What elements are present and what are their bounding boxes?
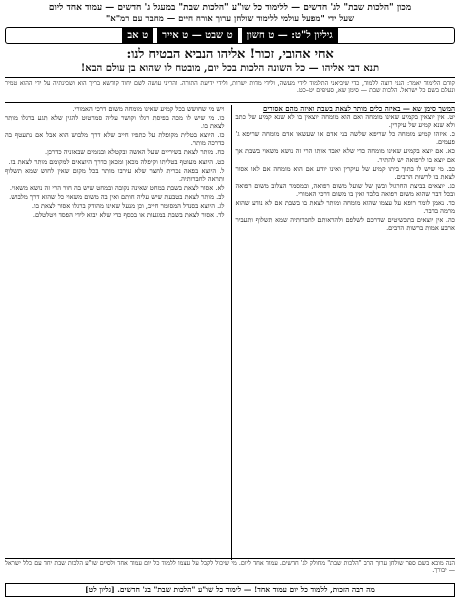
paragraph: כב. מי שיש לו בתוך ביתו קמיע של עיקרין ואינו יודע אם הוא מומחה אם לאו אסור לצאת בו לרשות הרבים.	[235, 164, 455, 181]
section-title: המשך סימן שא — באיזה כלים מותר לצאת בשבת ואיזה מהם אסורים	[262, 105, 455, 113]
paragraph: ל. היוצא בפאה נכרית לחצר שלא עירבו מותר בכל מקום שאין לחוש שמא תשלוף ותראה לחברותיה.	[5, 166, 225, 183]
paragraph: כו. מי שיש לו מכה בפיסת רגלו וקושר עליה סמרטוט להגין שלא תגע ברגלו מותר לצאת בו.	[5, 114, 225, 131]
paragraph: לג. היוצא בסנדל המסומר חייב, וכן מנעל שאינו מהודק ברגלו אסור לצאת בו.	[31, 202, 225, 211]
paragraph: כה. אין יוצאים בתכשיטים שדרכם לשלפם ולהראותם לחברותיה שמא תשלוף ותעביר ארבע אמות ברשות הרבים.	[235, 216, 455, 233]
paragraph: ויש מי שחושש בכל קמיע שאינו מומחה משום דרכי האמורי.	[72, 105, 225, 113]
bottom-banner: מה רבה הזכות, ללמוד כל יום עמוד אחד! — לימוד כל שו"ע "הלכות שבת" בג' חדשים. [גליון לט]	[5, 583, 455, 597]
paragraph: כד. נאמן לומר רופא על עצמו שהוא מומחה ומותר לצאת בו בשבת אם לא נודע שהוא מרמה בדבר.	[235, 199, 455, 216]
issue-bar	[5, 27, 455, 44]
text-columns	[5, 105, 455, 560]
paragraph: כט. היוצא מעוטף בטליתו וקיפלה מכאן ומכאן כדרך היוצאים למקומם מותר לצאת בו.	[8, 157, 225, 166]
paragraph: כג. יוצאים בביצת החרגול ובשן של שועל משום רפואה, ובמסמר הצלוב משום רפואה ובכל דבר שהוא משום רפואה בלבד ואין בו משום דרכי האמורי.	[235, 181, 455, 198]
paragraph: לא. אסור לצאת בשבת במחט שאינה נקובה ובמחט שיש בה חור הרי זה נושא משאוי.	[9, 183, 225, 192]
footer-note: הנה מובא בשם ספר שולחן ערוך הרב "הלכות שבת" מחולק לג' חדשים. עמוד אחד ליום. מי שיכול לקבל על עצמו ללמוד כל יום עמוד אחד ולסיים שו"ע הלכות שבת יחד עם כלל ישראל — יבורך.	[5, 558, 455, 584]
subheadline: תנא דבי אליהו — כל השונה הלכות בכל יום, מובטח לו שהוא בן עולם הבא!	[5, 62, 455, 78]
intro-text: קודם הלימוד יאמר: הנני רוצה ללמוד, כדי שיביאני התלמוד לידי מעשה, ולידי מדות ישרות, ולידי ידיעת התורה. והריני עושה לשם יחוד קודשא בריך הוא ושכינתיה על ידי ההוא טמיר ונעלם בשם כל ישראל. הלכות שבת — סימן שא, סעיפים יט–כט.	[5, 80, 455, 103]
left-column	[5, 105, 225, 560]
paragraph: כא. אם יוצא בקמיע שאינו מומחה כדי שלא יאבד אותו הרי זה נושא משאוי בשבת אך אם יוצא בו לרפואה יש להתיר.	[235, 147, 455, 164]
header-line-1: מכון "הלכות שבת" לג' חדשים — ללימוד כל שו"ע "הלכות שבת" במעגל ג' חדשים — עמוד אחד ליום	[48, 3, 412, 13]
paragraph: יט. אין יוצאין בקמיע שאינו מומחה ואם הוא מומחה יוצאין בו לא שנא קמיע של כתב ולא שנא קמיע של עיקרין.	[235, 113, 455, 130]
paragraph: כח. מותר לצאת בשיריים שעל האשה ובקטלא ובנזמים שבאזניה כדרכן.	[45, 148, 225, 157]
header-line-2: שעל ידי "מפעל עולמי ללימוד שולחן ערוך אורח חיים — מחבר עם רמ"א"	[105, 14, 355, 24]
issue-right: גיליון ל"ט: — ט חשון	[242, 28, 338, 43]
issue-mid: ט שבט — ט אייר	[157, 28, 238, 43]
paragraph: לד. אסור לצאת בשבת במגעות או בכסף כדי שלא יבוא לידי הפסד ויטלטלם.	[32, 211, 225, 220]
right-column	[231, 105, 456, 560]
issue-left: ט אב	[122, 28, 153, 43]
headline: אחי אהובי, זכור! אליהו הנביא הבטיח לנו:	[126, 47, 334, 62]
paragraph: לב. מותר לצאת בטבעת שיש עליה חותם ואין בה משום משאוי כל שהוא דרך מלבוש.	[9, 192, 225, 201]
paragraph: כז. היוצא בטלית מקופלת על כתפיו חייב שלא דרך מלבוש הוא אבל אם נתעטף בה כדרכה מותר.	[5, 131, 225, 148]
paragraph: כ. איזהו קמיע מומחה כל שריפא שלשה בני אדם או שעשאו אדם מומחה שריפא ג' פעמים.	[235, 130, 455, 147]
